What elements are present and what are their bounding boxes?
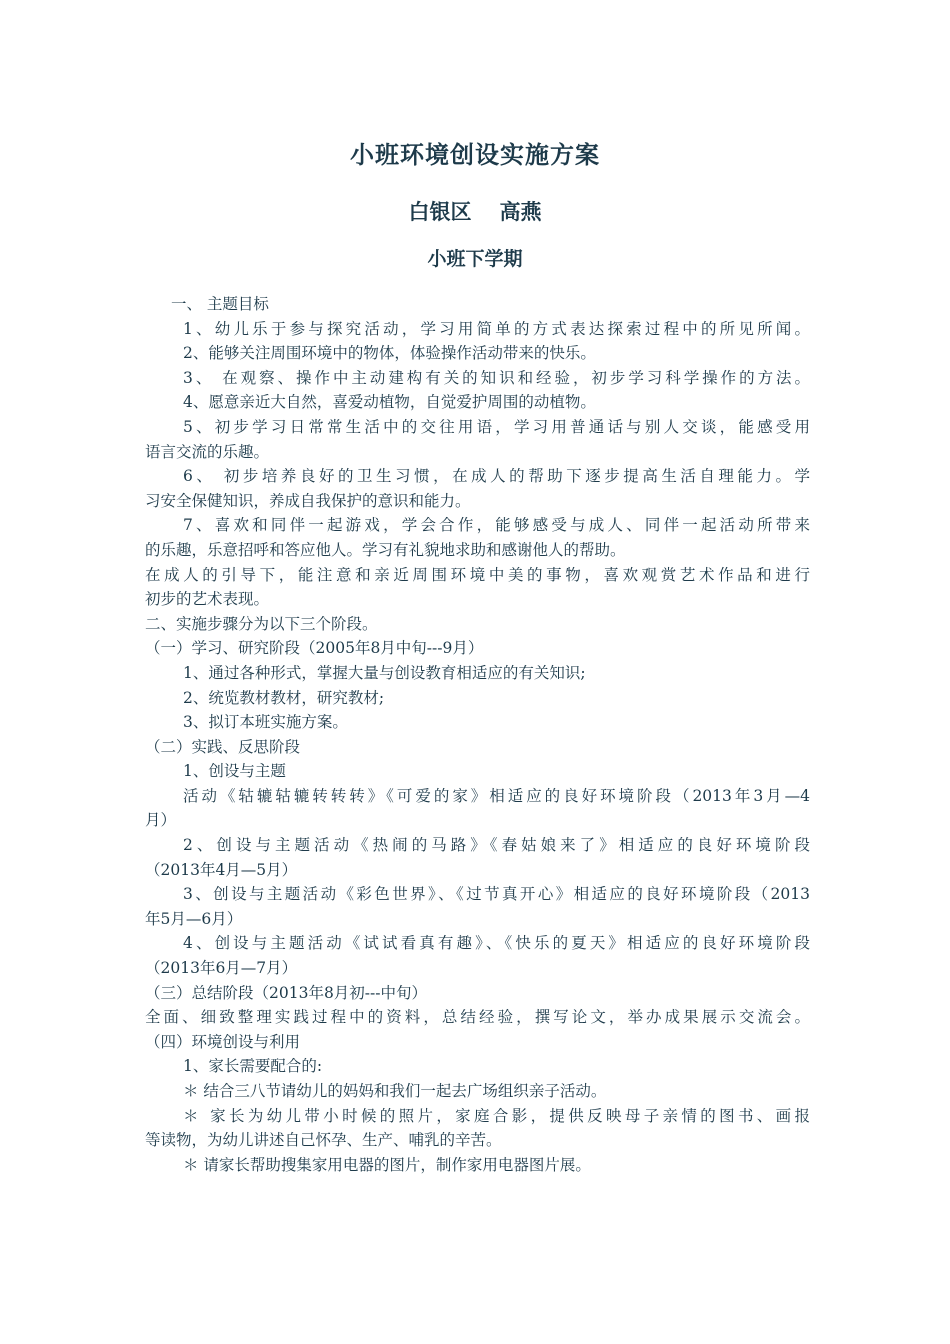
body-line: 全面、细致整理实践过程中的资料，总结经验，撰写论文，举办成果展示交流会。 — [145, 1008, 810, 1027]
body-line: 4、创设与主题活动《试试看真有趣》、《快乐的夏天》相适应的良好环境阶段 — [183, 934, 810, 953]
body-line: 2、能够关注周围环境中的物体，体验操作活动带来的快乐。 — [183, 344, 596, 363]
body-line: 等读物，为幼儿讲述自己怀孕、生产、哺乳的辛苦。 — [145, 1131, 502, 1150]
body-line: 月） — [145, 811, 177, 830]
body-line: 1、创设与主题 — [183, 762, 286, 781]
body-line: 语言交流的乐趣。 — [145, 442, 270, 461]
body-line: 3、创设与主题活动《彩色世界》、《过节真开心》相适应的良好环境阶段（2013 — [183, 885, 810, 904]
body-line: 活动《轱辘轱辘转转转》《可爱的家》相适应的良好环境阶段（2013年3月—4 — [183, 786, 810, 805]
body-line: 初步的艺术表现。 — [145, 590, 270, 609]
body-line: 2、统览教材教材，研究教材; — [183, 688, 385, 707]
body-line: （2013年6月—7月） — [145, 959, 298, 978]
body-line: 5、初步学习日常常生活中的交往用语，学习用普通话与别人交谈，能感受用 — [183, 417, 810, 436]
document-subtitle: 小班下学期 — [427, 248, 523, 270]
body-line: 在成人的引导下，能注意和亲近周围环境中美的事物，喜欢观赏艺术作品和进行 — [145, 565, 810, 584]
author-line — [0, 196, 950, 226]
body-line: 3、 在观察、操作中主动建构有关的知识和经验，初步学习科学操作的方法。 — [183, 368, 810, 387]
body-line: （2013年4月—5月） — [145, 860, 298, 879]
body-line: 习安全保健知识，养成自我保护的意识和能力。 — [145, 491, 471, 510]
subsection-heading: （三）总结阶段（2013年8月初---中旬） — [145, 983, 428, 1002]
subsection-heading: （一）学习、研究阶段（2005年8月中旬---9月） — [145, 639, 484, 658]
body-line: 年5月—6月） — [145, 909, 243, 928]
bullet-line: ＊ 家长为幼儿带小时候的照片，家庭合影，提供反映母子亲情的图书、画报 — [183, 1106, 810, 1125]
bullet-line: ＊ 结合三八节请幼儿的妈妈和我们一起去广场组织亲子活动。 — [183, 1082, 607, 1100]
body-line: 2、创设与主题活动《热闹的马路》《春姑娘来了》相适应的良好环境阶段 — [183, 836, 810, 855]
section-heading: 二、实施步骤分为以下三个阶段。 — [145, 614, 378, 633]
author-region: 白银区 — [408, 199, 472, 224]
body-line: 7、喜欢和同伴一起游戏，学会合作，能够感受与成人、同伴一起活动所带来 — [183, 516, 810, 535]
bullet-line: ＊ 请家长帮助搜集家用电器的图片，制作家用电器图片展。 — [183, 1155, 591, 1174]
document-title: 小班环境创设实施方案 — [350, 140, 600, 169]
subsection-heading: （二）实践、反思阶段 — [145, 737, 301, 756]
section-heading: 一、 主题目标 — [171, 295, 269, 313]
document-body — [145, 292, 810, 1177]
body-line: 3、拟订本班实施方案。 — [183, 713, 348, 732]
body-line: 4、愿意亲近大自然，喜爱动植物，自觉爱护周围的动植物。 — [183, 393, 596, 412]
body-line: 1、通过各种形式，掌握大量与创设教育相适应的有关知识; — [183, 663, 586, 682]
body-line: 1、幼儿乐于参与探究活动，学习用简单的方式表达探索过程中的所见所闻。 — [183, 319, 810, 338]
body-line: 的乐趣，乐意招呼和答应他人。学习有礼貌地求助和感谢他人的帮助。 — [145, 540, 626, 559]
author-name: 高燕 — [499, 199, 542, 224]
body-line: 6、 初步培养良好的卫生习惯，在成人的帮助下逐步提高生活自理能力。学 — [183, 467, 810, 486]
body-line: 1、家长需要配合的: — [183, 1057, 323, 1076]
subsection-heading: （四）环境创设与利用 — [145, 1032, 301, 1051]
